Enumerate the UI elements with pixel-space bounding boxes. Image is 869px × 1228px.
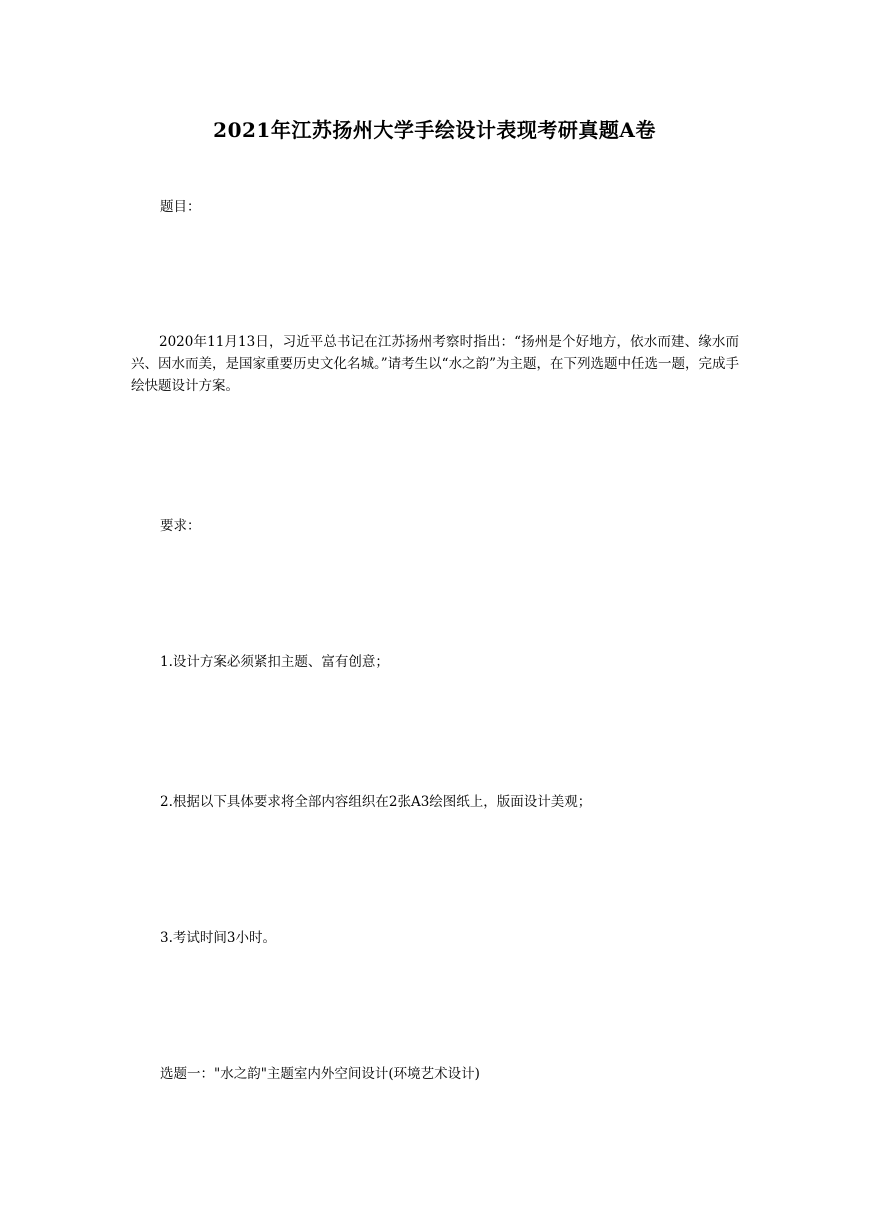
topic-label: 题目： xyxy=(160,199,201,215)
intro-text: 2020年11月13日，习近平总书记在江苏扬州考察时指出：“扬州是个好地方，依水而建、缘水而兴、因水而美，是国家重要历史文化名城。”请考生以“水之韵”为主题，在下列选题中任选一题，完成手绘快题设计方案。 xyxy=(131,334,739,394)
requirement-item-2: 2.根据以下具体要求将全部内容组织在2张A3绘图纸上，版面设计美观； xyxy=(160,794,592,810)
intro-paragraph xyxy=(131,331,739,397)
requirements-label: 要求： xyxy=(160,518,201,534)
option-one: 选题一："水之韵"主题室内外空间设计(环境艺术设计) xyxy=(160,1066,480,1082)
requirement-item-1: 1.设计方案必须紧扣主题、富有创意； xyxy=(160,654,389,670)
document-title: 2021年江苏扬州大学手绘设计表现考研真题A卷 xyxy=(213,118,656,142)
requirement-item-3: 3.考试时间3小时。 xyxy=(160,930,276,946)
